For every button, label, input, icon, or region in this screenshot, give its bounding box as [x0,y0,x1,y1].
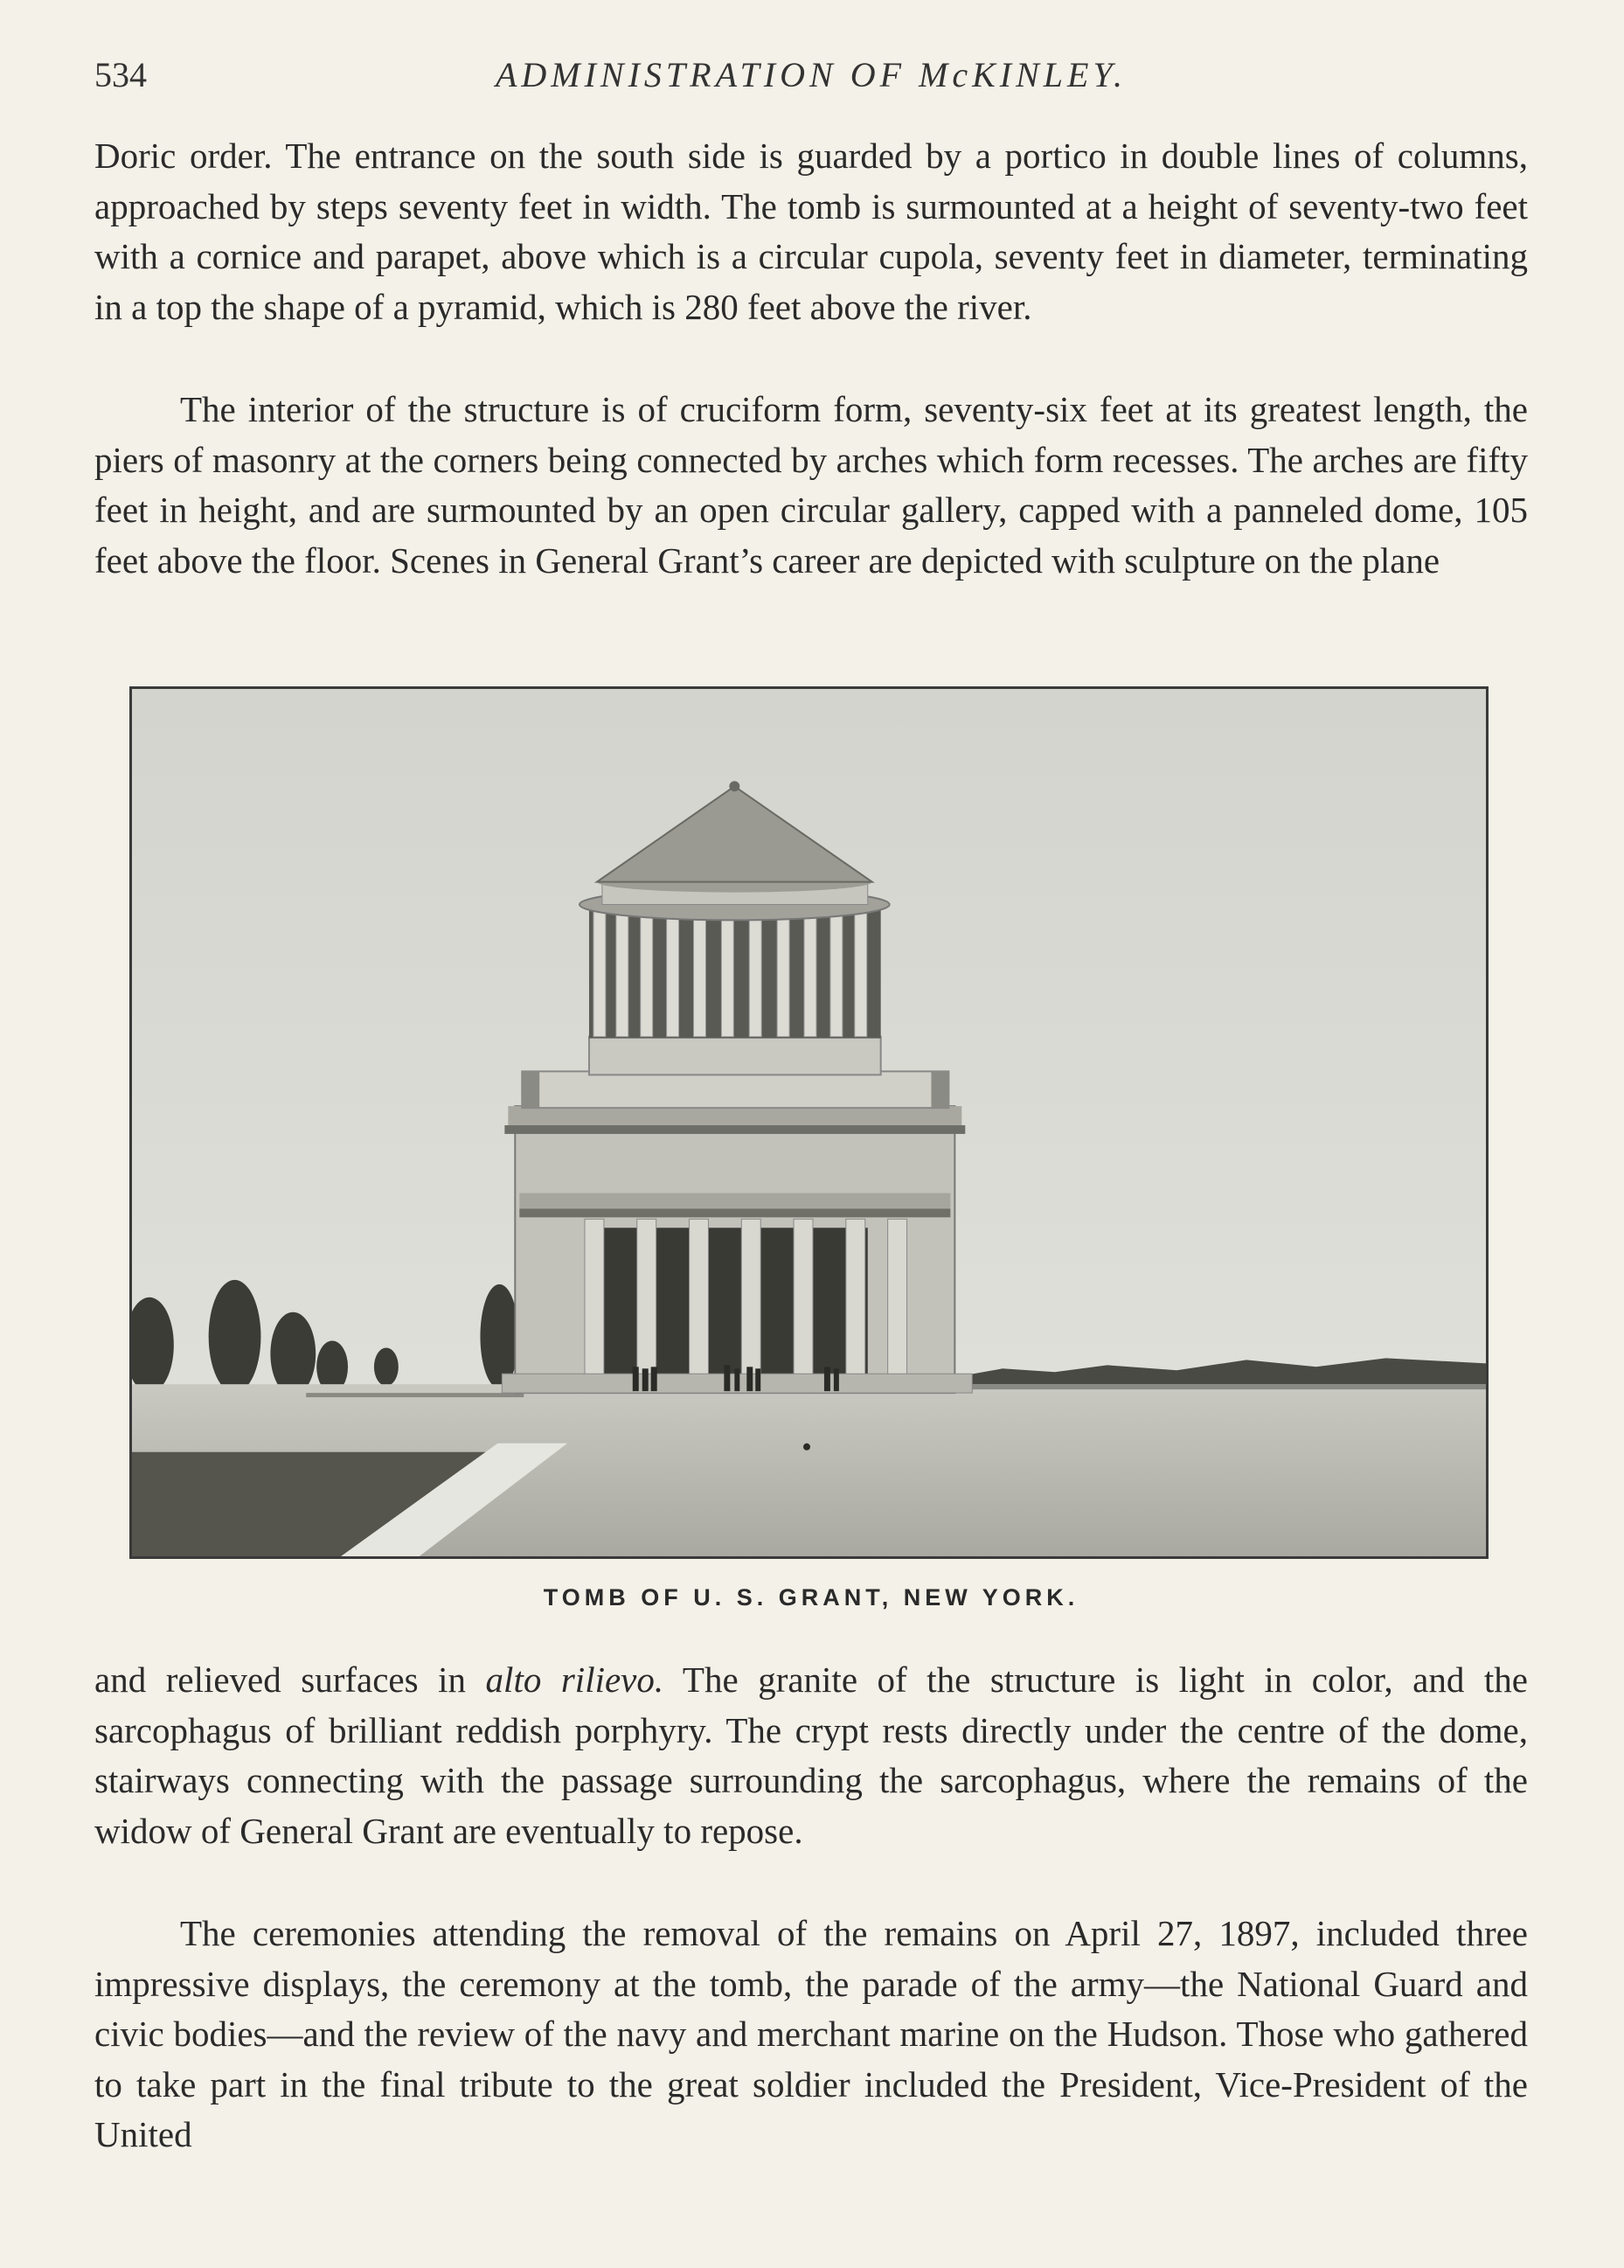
italic-phrase: alto rilievo. [485,1659,664,1700]
paragraph-3-rest: The granite of the structure is light in color, and the sarcophagus of brilliant reddish porphyry. The crypt rests directly under the centre of the dome, stairways connecting with the passage surrounding the sarcophagus, where the remains of the widow of General Grant are eventually to repose. [94,1659,1528,1851]
paragraph-2: The interior of the structure is of cruciform form, seventy-six feet at its greatest length, the piers of masonry at the corners being connected by arches which form recesses. The arches are fifty feet in height, and are surmounted by an open circular gallery, capped with a panneled dome, 105 feet above the floor. Scenes in General Grant’s career are depicted with sculpture on the plane [94,389,1528,581]
running-title: ADMINISTRATION OF McKINLEY. [495,55,1128,94]
paragraph-3 [94,1655,1528,1856]
paragraph-4: The ceremonies attending the removal of the remains on April 27, 1897, included three impressive displays, the ceremony at the tomb, the parade of the army—the National Guard and civic bodies—and the review of the navy and merchant marine on the Hudson. Those who gathered to take part in the final tribute to the great soldier included the President, Vice-President of the United [94,1913,1528,2154]
paragraph-3-start: and relieved surfaces in [94,1659,486,1700]
figure-caption: TOMB OF U. S. GRANT, NEW YORK. [543,1584,1079,1611]
page-number: 534 [94,55,147,94]
tomb-illustration [132,689,1486,1556]
tomb-photograph [129,686,1489,1559]
running-header [94,54,1528,107]
paragraph-1: Doric order. The entrance on the south side is guarded by a portico in double lines of columns, approached by steps seventy feet in width. The tomb is surmounted at a height of seventy-two feet with a cornice and parapet, above which is a circular cupola, seventy feet in diameter, terminating in a top the shape of a pyramid, which is 280 feet above the river. [94,136,1528,327]
